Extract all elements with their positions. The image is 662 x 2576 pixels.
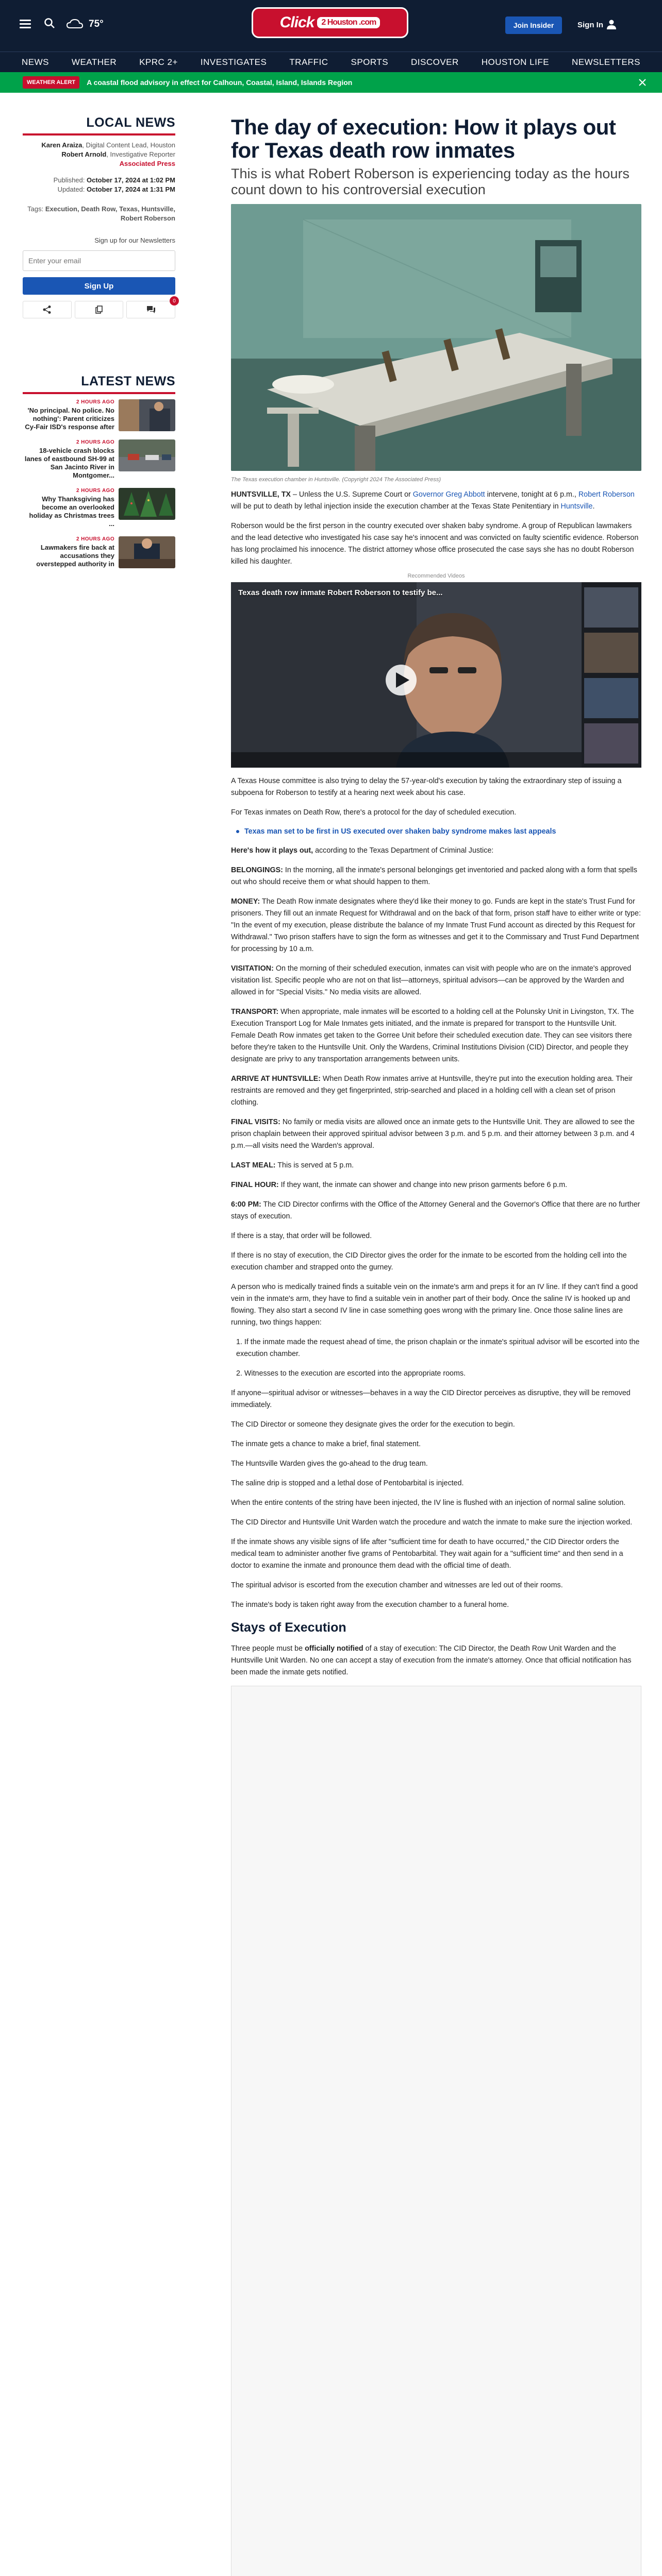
- step-final-visits: [231, 1116, 641, 1152]
- article-paragraph: The inmate gets a chance to make a brief, final statement.: [231, 1440, 421, 1448]
- nav-kprc2plus[interactable]: KPRC 2+: [139, 57, 178, 67]
- step-text: If they want, the inmate can shower and change into new prison garments before 6 p.m.: [278, 1181, 568, 1189]
- related-link-text[interactable]: Texas man set to be first in US executed over shaken baby syndrome makes last appeals: [244, 827, 556, 836]
- item-time: 2 HOURS AGO: [76, 439, 114, 445]
- text: will be put to death by lethal injection inside the execution chamber at the Texas State Penitentiary in: [231, 502, 561, 511]
- item-thumbnail[interactable]: [119, 439, 175, 471]
- step-label: LAST MEAL:: [231, 1161, 276, 1170]
- link-governor[interactable]: Governor Greg Abbott: [412, 490, 485, 499]
- item-time: 2 HOURS AGO: [76, 399, 114, 405]
- article-paragraph: When the entire contents of the string have been injected, the IV line is flushed with an injection of normal saline solution.: [231, 1499, 626, 1507]
- nav-sports[interactable]: SPORTS: [351, 57, 389, 67]
- item-time: 2 HOURS AGO: [76, 536, 114, 542]
- nav-newsletters[interactable]: NEWSLETTERS: [571, 57, 640, 67]
- join-insider-button[interactable]: Join Insider: [505, 16, 562, 34]
- temperature[interactable]: 75°: [89, 19, 104, 29]
- step-text: On the morning of their scheduled execution, inmates can visit with people who are on the inmate's approved visitation list. Specific people who are not on that list—attorneys, spiritual advisors—can be approved by the Warden and allowed in for "Special Visits." No media visits are allowed.: [231, 964, 632, 996]
- divider: [23, 133, 175, 135]
- menu-icon[interactable]: [20, 20, 31, 29]
- step-text: In the morning, all the inmate's personal belongings get inventoried and packed along with a form that spells out who should receive them or what should happen to them.: [231, 866, 637, 886]
- sidebar: [23, 115, 175, 577]
- step-visitation: [231, 963, 641, 998]
- newsletter-label: Sign up for our Newsletters: [94, 236, 175, 244]
- item-headline[interactable]: Why Thanksgiving has become an overlooked holiday as Christmas trees ...: [29, 495, 114, 528]
- step-last-meal: [231, 1160, 641, 1172]
- list-item: 2. Witnesses to the execution are escorted into the appropriate rooms.: [236, 1369, 466, 1378]
- share-icon: [42, 305, 52, 314]
- byline: [23, 141, 175, 194]
- sign-in-link[interactable]: Sign In: [577, 21, 603, 29]
- sign-up-button[interactable]: Sign Up: [23, 277, 175, 295]
- recommended-videos-label: Recommended Videos: [407, 573, 465, 579]
- hero-caption: The Texas execution chamber in Huntsville. (Copyright 2024 The Associated Press): [231, 477, 441, 483]
- copy-icon: [94, 305, 104, 314]
- text: intervene, tonight at 6 p.m.,: [485, 490, 578, 499]
- article-paragraph: If anyone—spiritual advisor or witnesses—behaves in a way the CID Director perceives as disruptive, they will be removed immediately.: [231, 1389, 631, 1409]
- bold-text: officially notified: [305, 1645, 363, 1653]
- updated-date: October 17, 2024 at 1:31 PM: [87, 185, 175, 193]
- step-text: When Death Row inmates arrive at Huntsville, they're put into the execution holding area. Their restraints are removed and they get fingerprinted, strip-searched and placed in a holding cell with a clean set of prison clothing.: [231, 1075, 633, 1107]
- alert-message[interactable]: A coastal flood advisory in effect for Calhoun, Coastal, Island, Islands Region: [87, 78, 353, 87]
- step-final-hour: [231, 1179, 641, 1191]
- article-headline: The day of execution: How it plays out for Texas death row inmates: [231, 115, 616, 162]
- article-paragraph: The spiritual advisor is escorted from the execution chamber and witnesses are led out of their rooms.: [231, 1581, 563, 1589]
- author-role: , Digital Content Lead, Houston: [82, 141, 175, 149]
- dateline: HUNTSVILLE, TX: [231, 490, 291, 499]
- step-text: The Death Row inmate designates where they'd like their money to go. Funds are kept in the state's Trust Fund for prisoners. They fill out an inmate Request for Withdrawal and on the back of that form, prison staff have to either write or type: "In the event of my execution, please distribute the balance of my Inmate Trust Fund account as directed by this Request for Withdrawal." Two prison staffers have to sign the form as witnesses and get it to the Commissary and Trust Fund Department for processing by 10 a.m.: [231, 897, 641, 953]
- advertisement-slot[interactable]: [231, 1686, 641, 2576]
- item-headline[interactable]: Lawmakers fire back at accusations they overstepped authority in: [36, 544, 114, 568]
- item-headline[interactable]: 'No principal. No police. No nothing': Parent criticizes Cy-Fair ISD's response after: [25, 406, 114, 431]
- logo-text: Click: [279, 14, 315, 31]
- article-paragraph: A Texas House committee is also trying to delay the 57-year-old's execution by taking the extraordinary step of issuing a subpoena for Roberson to testify at a hearing next week about his case.: [231, 777, 622, 797]
- article-paragraph: If there is no stay of execution, the CID Director gives the order for the inmate to be escorted from the holding cell into the execution chamber and strapped onto the gurney.: [231, 1251, 627, 1272]
- close-icon[interactable]: [637, 77, 648, 88]
- video-player[interactable]: [231, 582, 641, 768]
- text: .: [592, 502, 595, 511]
- step-label: VISITATION:: [231, 964, 274, 973]
- logo-sub: 2 Houston .com: [317, 17, 380, 28]
- item-thumbnail[interactable]: [119, 399, 175, 431]
- comment-count-badge: 0: [170, 296, 179, 306]
- step-belongings: [231, 865, 641, 888]
- alert-tag: WEATHER ALERT: [23, 76, 79, 89]
- text: of a stay of execution: The CID Director, the Death Row Unit Warden and the Huntsville Unit Warden. No one can accept a stay of execution from the inmate's attorney. Once that official notification has been made the inmate gets notified.: [231, 1645, 632, 1676]
- published-label: Published:: [53, 176, 85, 184]
- item-thumbnail[interactable]: [119, 536, 175, 568]
- nav-houston-life[interactable]: HOUSTON LIFE: [481, 57, 550, 67]
- author-role: , Investigative Reporter: [106, 150, 175, 158]
- share-bar: [23, 298, 176, 318]
- step-label: 6:00 PM:: [231, 1200, 261, 1209]
- local-news-title[interactable]: LOCAL NEWS: [86, 115, 175, 130]
- step-transport: [231, 1006, 641, 1065]
- article-paragraph: If there is a stay, that order will be followed.: [231, 1232, 372, 1240]
- author-name[interactable]: Robert Arnold: [61, 150, 107, 158]
- latest-news-item[interactable]: [23, 399, 175, 431]
- step-text: This is served at 5 p.m.: [275, 1161, 354, 1170]
- published-date: October 17, 2024 at 1:02 PM: [87, 176, 175, 184]
- step-text: The CID Director confirms with the Office of the Attorney General and the Governor's Office that there are no further stays of execution.: [231, 1200, 640, 1221]
- related-link[interactable]: [231, 826, 641, 837]
- tags-label: Tags:: [27, 205, 44, 213]
- article-paragraph: [231, 845, 641, 857]
- video-frame: [231, 582, 641, 768]
- comments-button[interactable]: [126, 298, 176, 318]
- item-headline[interactable]: 18-vehicle crash blocks lanes of eastbound SH-99 at San Jacinto River in Montgomer...: [24, 447, 114, 479]
- search-icon[interactable]: [44, 18, 55, 29]
- source: Associated Press: [119, 160, 175, 167]
- article-paragraph: The saline drip is stopped and a lethal dose of Pentobarbital is injected.: [231, 1479, 464, 1487]
- latest-news-item[interactable]: [23, 439, 175, 480]
- latest-news-item[interactable]: [23, 488, 175, 528]
- divider: [23, 392, 175, 394]
- weather-alert-bar[interactable]: [0, 72, 662, 93]
- author-name[interactable]: Karen Araiza: [41, 141, 82, 149]
- step-label: FINAL VISITS:: [231, 1118, 280, 1126]
- article-paragraph: [231, 489, 641, 513]
- nav-news[interactable]: NEWS: [22, 57, 49, 67]
- nav-traffic[interactable]: TRAFFIC: [289, 57, 328, 67]
- item-time: 2 HOURS AGO: [76, 488, 114, 494]
- tags-list[interactable]: Execution, Death Row, Texas, Huntsville, Robert Roberson: [45, 205, 175, 222]
- nav-investigates[interactable]: INVESTIGATES: [200, 57, 267, 67]
- latest-news-title: LATEST NEWS: [81, 374, 175, 388]
- comment-icon: [146, 305, 156, 314]
- text: Three people must be: [231, 1645, 305, 1653]
- copy-button[interactable]: [75, 301, 124, 318]
- step-arrive: [231, 1073, 641, 1109]
- video-title[interactable]: Texas death row inmate Robert Roberson to testify be...: [238, 588, 443, 597]
- article: [231, 115, 641, 2576]
- article-paragraph: The CID Director and Huntsville Unit Warden watch the procedure and watch the inmate to make sure the injection worked.: [231, 1518, 633, 1527]
- article-paragraph: A person who is medically trained finds a suitable vein on the inmate's arm and preps it for an IV line. If they can't find a good vein in the inmate's arm, they have to find a suitable vein in another part of their body. Once the saline IV is hooked up and flowing. They also start a second IV line in case something goes wrong with the primary line. Once those saline lines are running, two things happen:: [231, 1283, 638, 1327]
- step-text: When appropriate, male inmates will be escorted to a holding cell at the Polunsky Unit in Livingston, TX. The Execution Transport Log for Male Inmates gets initiated, and the inmate is prepared for transport to the Huntsville Unit. Female Death Row inmates get taken to the Gorree Unit before their scheduled execution date. They can see visitors there before they're taken to the Huntsville Unit. Only the Wardens, Criminal Institutions Division (CID) Director, and people they designate are privy to any transportation arrangements between units.: [231, 1008, 634, 1063]
- email-field[interactable]: [23, 250, 175, 271]
- text: – Unless the U.S. Supreme Court or: [290, 490, 413, 499]
- main-nav: [0, 52, 662, 72]
- article-paragraph: [231, 1643, 641, 1679]
- article-subheadline: This is what Robert Roberson is experiencing today as the hours count down to his controversial execution: [231, 166, 630, 197]
- cloud-icon[interactable]: [66, 19, 84, 29]
- latest-news-item[interactable]: [23, 536, 175, 568]
- step-label: FINAL HOUR:: [231, 1181, 279, 1189]
- updated-label: Updated:: [57, 185, 85, 193]
- hero-image[interactable]: [231, 204, 641, 471]
- list-item: 1. If the inmate made the request ahead of time, the prison chaplain or the inmate's spiritual advisor will be escorted into the execution chamber.: [236, 1338, 640, 1358]
- article-paragraph: If the inmate shows any visible signs of life after "sufficient time for death to have occurred," the CID Director orders the medical team to administer another five grams of Pentobarbital. They wait again for a "sufficient time" and then send in a doctor to examine the inmate and pronounce them dead with the official time of death.: [231, 1538, 623, 1570]
- step-label: ARRIVE AT HUNTSVILLE:: [231, 1075, 321, 1083]
- nav-discover[interactable]: DISCOVER: [411, 57, 459, 67]
- tags: [23, 205, 175, 223]
- article-paragraph: The CID Director or someone they designate gives the order for the execution to begin.: [231, 1420, 515, 1429]
- site-header: [0, 0, 662, 52]
- share-button[interactable]: [23, 301, 72, 318]
- article-paragraph: The inmate's body is taken right away from the execution chamber to a funeral home.: [231, 1601, 509, 1609]
- link-huntsville[interactable]: Huntsville: [560, 502, 593, 511]
- item-thumbnail[interactable]: [119, 488, 175, 520]
- article-paragraph: For Texas inmates on Death Row, there's a protocol for the day of scheduled execution.: [231, 808, 517, 817]
- step-label: BELONGINGS:: [231, 866, 283, 874]
- text: according to the Texas Department of Criminal Justice:: [313, 846, 494, 855]
- nav-weather[interactable]: WEATHER: [71, 57, 117, 67]
- section-heading: Stays of Execution: [231, 1620, 346, 1635]
- link-roberson[interactable]: Robert Roberson: [578, 490, 635, 499]
- step-money: [231, 896, 641, 955]
- step-six-pm: [231, 1199, 641, 1223]
- article-paragraph: The Huntsville Warden gives the go-ahead to the drug team.: [231, 1460, 428, 1468]
- article-paragraph: Roberson would be the first person in the country executed over shaken baby syndrome. A group of Republican lawmakers and the lead detective who investigated his case say he's innocent and was convicted on faulty scientific evidence. Roberson has long proclaimed his innocence. The district attorney whose office prosecuted the case says she has no doubt Roberson killed his daughter.: [231, 522, 639, 566]
- latest-news: [23, 374, 175, 568]
- bold-text: Here's how it plays out,: [231, 846, 313, 855]
- step-label: TRANSPORT:: [231, 1008, 279, 1016]
- site-logo[interactable]: [252, 7, 408, 38]
- step-text: No family or media visits are allowed once an inmate gets to the Huntsville Unit. They are allowed to see the prison chaplain between their approved spiritual advisor between 3 p.m. and 5 p.m. and their attorney between 3 p.m. and 4 p.m.—all visits need the Warden's approval.: [231, 1118, 635, 1150]
- step-label: MONEY:: [231, 897, 260, 906]
- user-icon[interactable]: [606, 19, 617, 30]
